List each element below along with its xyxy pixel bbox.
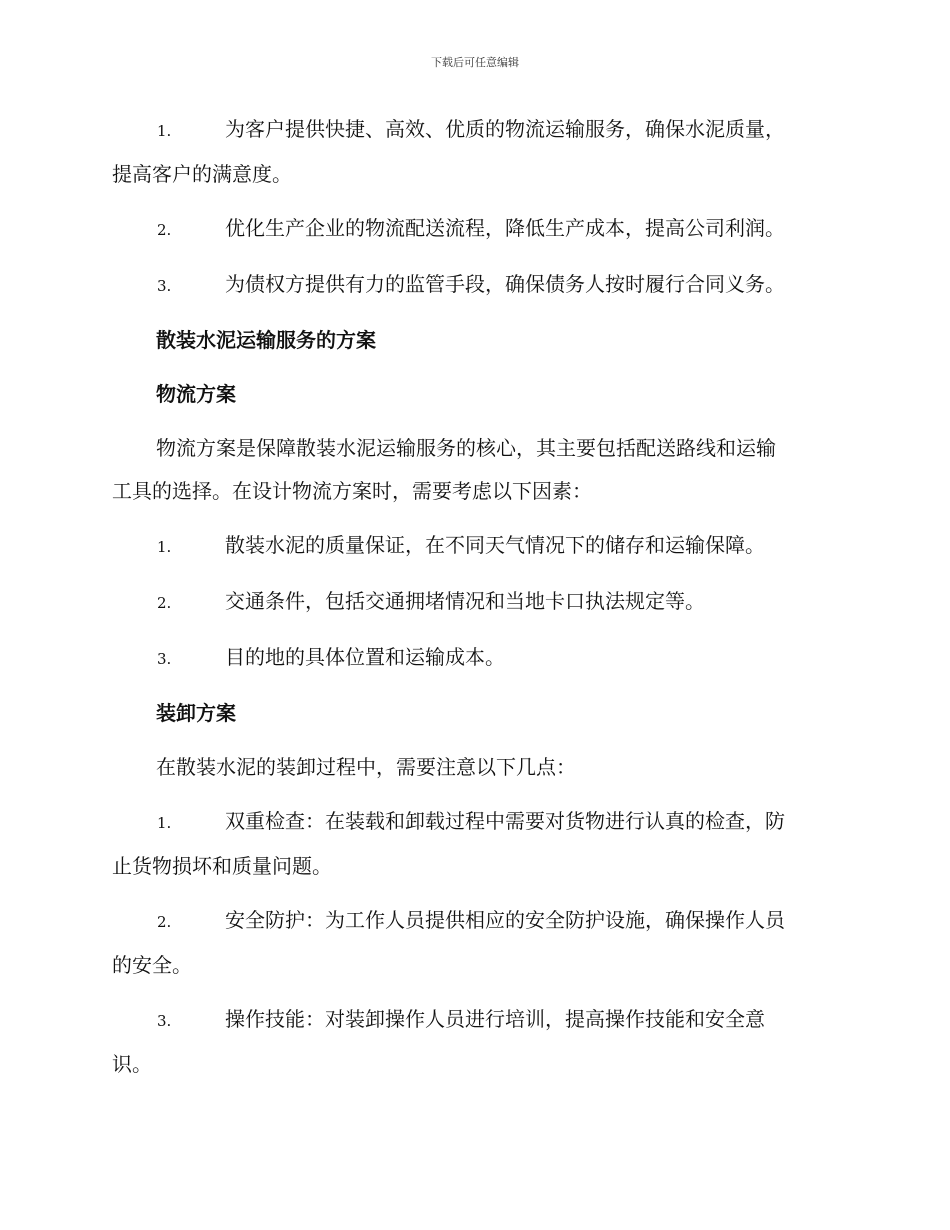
- paragraph-logistics: 物流方案是保障散装水泥运输服务的核心，其主要包括配送路线和运输 工具的选择。在设计物流方案时，需要考虑以下因素：: [112, 436, 776, 503]
- list-item: [112, 800, 832, 888]
- list-number: 2.: [157, 221, 172, 239]
- subsection-heading-logistics: 物流方案: [156, 382, 236, 406]
- list-text: 优化生产企业的物流配送流程，降低生产成本，提高公司利润。: [225, 216, 785, 240]
- list-item: [112, 207, 832, 252]
- list-item: [112, 899, 832, 987]
- list-item: [112, 263, 832, 308]
- list-text: 为客户提供快捷、高效、优质的物流运输服务，确保水泥质量，: [225, 117, 785, 141]
- list-text: 操作技能：对装卸操作人员进行培训，提高操作技能和安全意: [225, 1007, 765, 1031]
- list-number: 2.: [157, 594, 172, 612]
- list-item: [112, 998, 832, 1086]
- list-number: 3.: [157, 277, 172, 295]
- subsection-heading-loading: 装卸方案: [156, 701, 236, 725]
- list-text: 为债权方提供有力的监管手段，确保债务人按时履行合同义务。: [225, 272, 785, 296]
- list-text-continued: 止货物损坏和质量问题。: [112, 854, 332, 878]
- list-text-continued: 提高客户的满意度。: [112, 162, 292, 186]
- list-text: 安全防护：为工作人员提供相应的安全防护设施，确保操作人员: [225, 908, 785, 932]
- list-number: 1.: [157, 538, 172, 556]
- list-text: 交通条件，包括交通拥堵情况和当地卡口执法规定等。: [225, 589, 705, 613]
- paragraph-loading: 在散装水泥的装卸过程中，需要注意以下几点：: [156, 755, 576, 779]
- document-body: [112, 108, 832, 1097]
- list-item: [112, 580, 832, 625]
- list-text-continued: 识。: [112, 1052, 152, 1076]
- list-number: 1.: [157, 122, 172, 140]
- list-text: 散装水泥的质量保证，在不同天气情况下的储存和运输保障。: [225, 533, 765, 557]
- list-number: 3.: [157, 1012, 172, 1030]
- list-item: [112, 524, 832, 569]
- list-text: 双重检查：在装载和卸载过程中需要对货物进行认真的检查，防: [225, 809, 785, 833]
- page-header: 下载后可任意编辑: [431, 56, 519, 69]
- section-heading: 散装水泥运输服务的方案: [156, 328, 376, 352]
- list-item: [112, 108, 832, 196]
- list-item: [112, 636, 832, 681]
- list-number: 2.: [157, 913, 172, 931]
- list-text-continued: 的安全。: [112, 953, 192, 977]
- list-text: 目的地的具体位置和运输成本。: [225, 645, 505, 669]
- list-number: 1.: [157, 814, 172, 832]
- list-number: 3.: [157, 650, 172, 668]
